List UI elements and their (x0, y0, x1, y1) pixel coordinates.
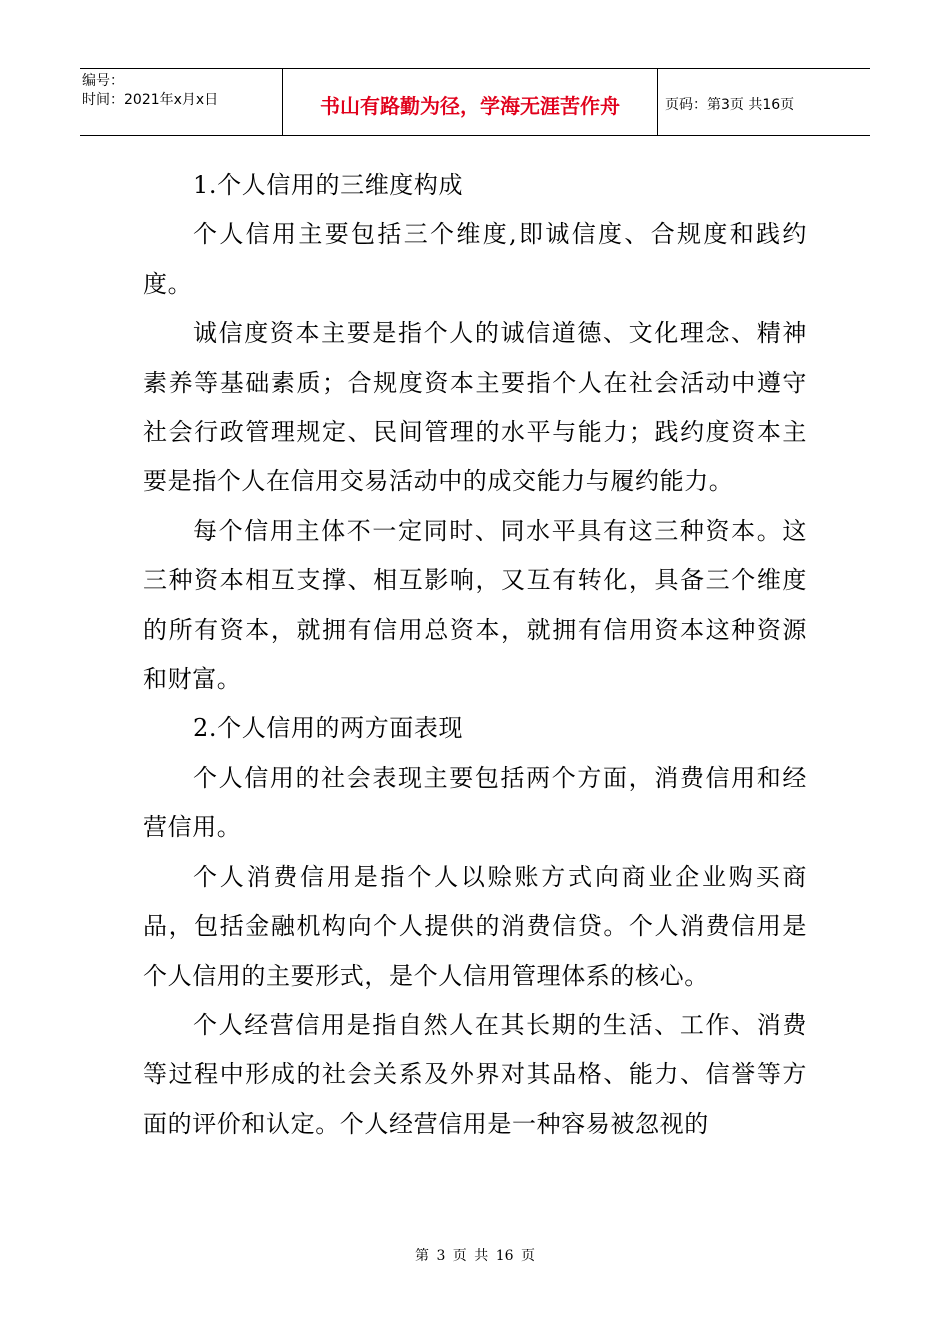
body-paragraph: 诚信度资本主要是指个人的诚信道德、文化理念、精神素养等基础素质；合规度资本主要指个人在社会活动中遵守社会行政管理规定、民间管理的水平与能力；践约度资本主要是指个人在信用交易活动中的成交能力与履约能力。 (143, 319, 807, 496)
document-number-label: 编号： (82, 73, 124, 89)
body-paragraph: 个人消费信用是指个人以赊账方式向商业企业购买商品，包括金融机构向个人提供的消费信贷。个人消费信用是个人信用的主要形式，是个人信用管理体系的核心。 (143, 862, 807, 990)
header-motto: 书山有路勤为径，学海无涯苦作舟 (283, 69, 658, 135)
section-heading-1: 1.个人信用的三维度构成 (193, 171, 464, 199)
section-heading-2: 2.个人信用的两方面表现 (193, 714, 464, 743)
body-paragraph: 每个信用主体不一定同时、同水平具有这三种资本。这三种资本相互支撑、相互影响，又互有转化，具备三个维度的所有资本，就拥有信用总资本，就拥有信用资本这种资源和财富。 (143, 516, 807, 694)
document-header (80, 68, 870, 136)
body-paragraph: 个人信用的社会表现主要包括两个方面，消费信用和经营信用。 (143, 763, 807, 842)
page-footer: 第 3 页 共 16 页 (415, 1248, 535, 1264)
body-paragraph: 个人信用主要包括三个维度,即诚信度、合规度和践约度。 (143, 220, 807, 298)
document-date: 时间：2021年x月x日 (82, 92, 219, 108)
header-page-code: 页码：第3页 共16页 (665, 97, 795, 113)
document-body (143, 161, 807, 1149)
header-meta (80, 69, 283, 135)
body-paragraph: 个人经营信用是指自然人在其长期的生活、工作、消费等过程中形成的社会关系及外界对其品格、能力、信誉等方面的评价和认定。个人经营信用是一种容易被忽视的 (143, 1010, 807, 1138)
